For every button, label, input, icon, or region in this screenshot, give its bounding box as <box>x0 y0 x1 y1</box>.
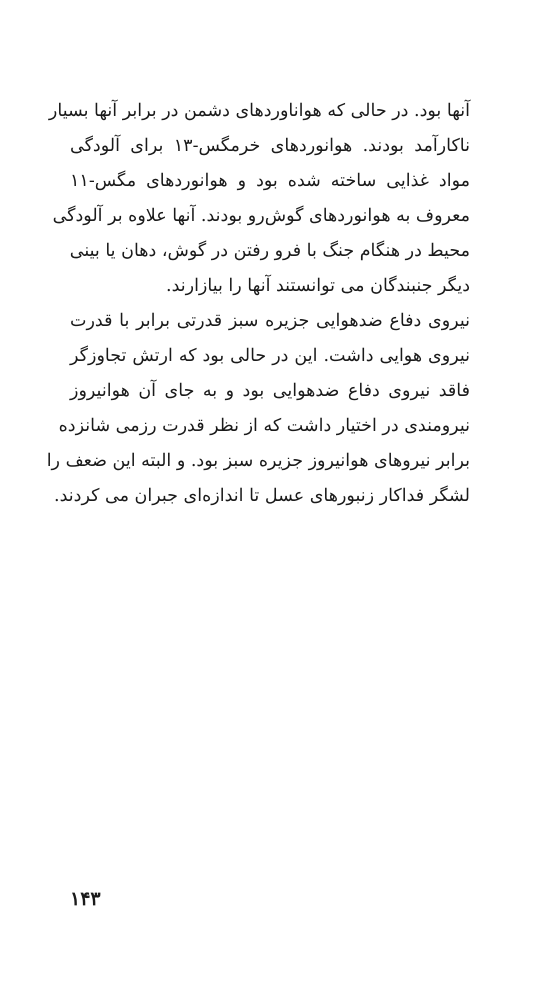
text-line: معروف به هوانوردهای گوش‌رو بودند. آنها علاوه بر آلودگی <box>52 206 470 226</box>
text-line: برابر نیروهای هوانیروز جزیره سبز بود. و البته این ضعف را <box>46 451 470 471</box>
text-line: محیط در هنگام جنگ با فرو رفتن در گوش، دهان یا بینی <box>69 241 470 261</box>
text-line: نیرومندی در اختیار داشت که از نظر قدرت رزمی شانزده <box>58 416 470 436</box>
text-line: لشگر فداکار زنبورهای عسل تا اندازه‌ای جبران می کردند. <box>54 486 470 506</box>
page-number: ۱۴۳ <box>70 888 101 910</box>
paragraph-2 <box>46 304 470 514</box>
text-line: مواد غذایی ساخته شده بود و هوانوردهای مگس-۱۱ <box>70 171 470 191</box>
paragraph-1 <box>48 94 470 304</box>
text-line: ناکارآمد بودند. هوانوردهای خرمگس-۱۳ برای آلودگی <box>70 136 470 156</box>
text-line: دیگر جنبندگان می توانستند آنها را بیازارند. <box>166 276 470 296</box>
body-text <box>46 94 470 514</box>
text-line: نیروی هوایی داشت. این در حالی بود که ارتش تجاوزگر <box>70 346 470 366</box>
text-line: آنها بود. در حالی که هواناوردهای دشمن در برابر آنها بسیار <box>48 101 470 121</box>
text-line: فاقد نیروی دفاع ضدهوایی بود و به جای آن هوانیروز <box>70 381 470 401</box>
text-line: نیروی دفاع ضدهوایی جزیره سبز قدرتی برابر با قدرت <box>70 311 470 331</box>
